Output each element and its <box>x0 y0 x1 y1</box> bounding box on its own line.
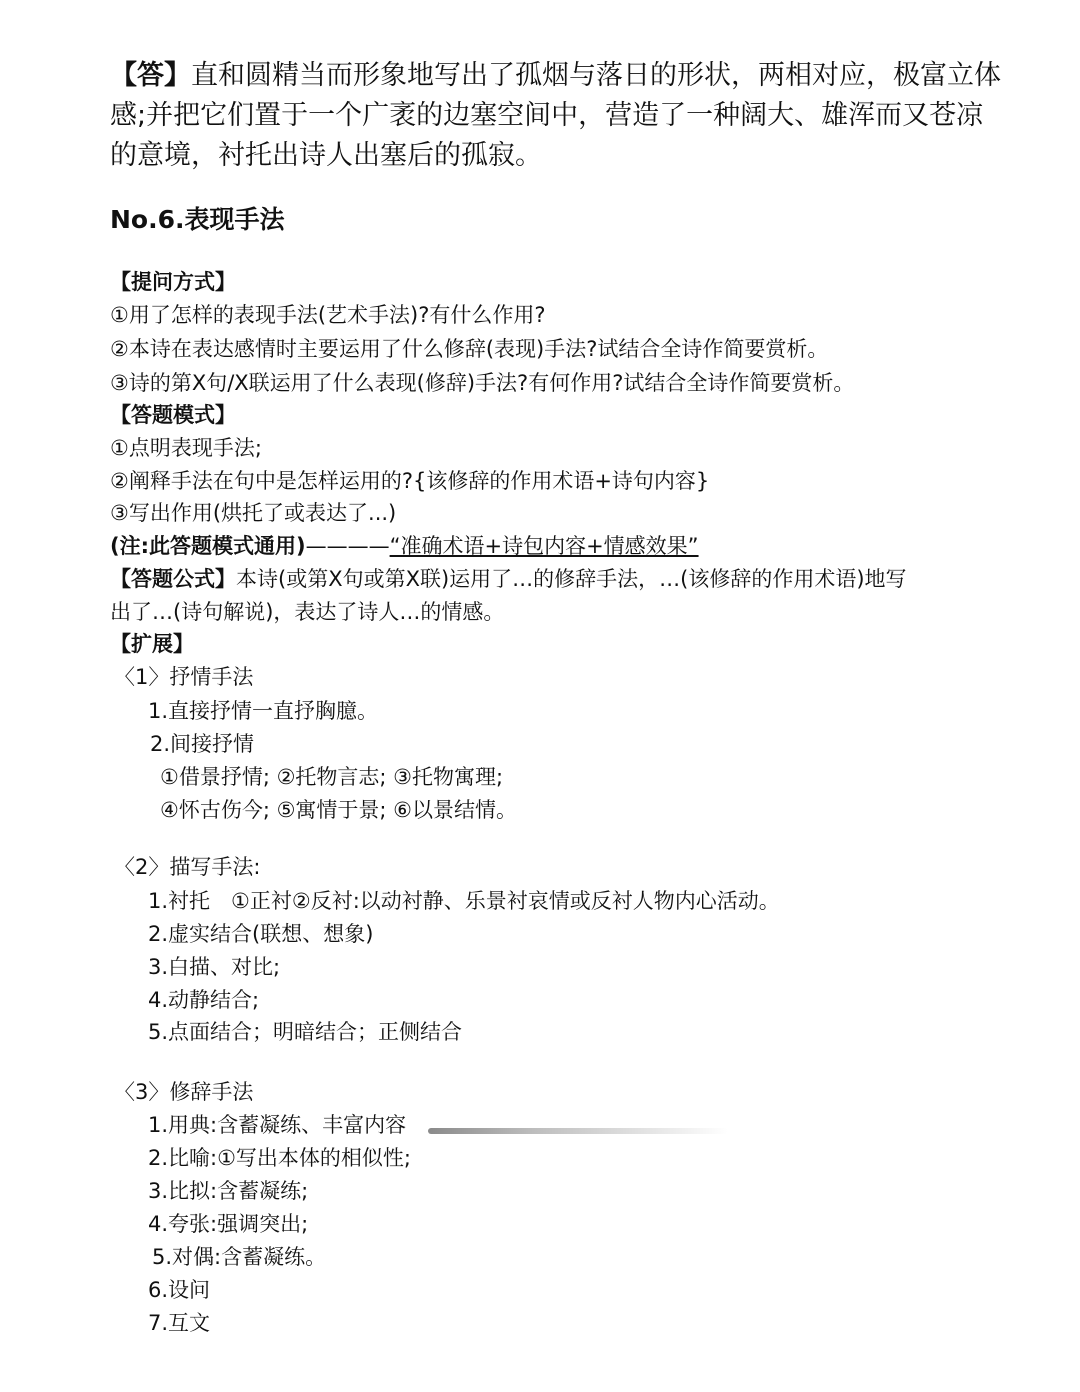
description-item: 5.点面结合；明暗结合；正侧结合 <box>148 1020 463 1044</box>
lyric-item: ④怀古伤今; ⑤寓情于景; ⑥以景结情。 <box>160 798 517 822</box>
answer-text-1: 直和圆精当而形象地写出了孤烟与落日的形状，两相对应，极富立体 <box>191 60 1001 91</box>
questions-heading: 【提问方式】 <box>110 270 236 294</box>
lyric-item: 2.间接抒情 <box>150 732 255 756</box>
mode-note-label: (注:此答题模式通用) <box>110 534 306 558</box>
rhetoric-item: 4.夸张:强调突出; <box>148 1212 309 1236</box>
question-item: ②本诗在表达感情时主要运用了什么修辞(表现)手法?试结合全诗作简要赏析。 <box>110 337 829 361</box>
description-item: 4.动静结合; <box>148 988 260 1012</box>
mode-heading: 【答题模式】 <box>110 403 236 427</box>
lyric-title: 〈1〉抒情手法 <box>114 665 254 689</box>
description-item: 3.白描、对比; <box>148 955 281 979</box>
answer-line-1 <box>110 56 1001 96</box>
description-title: 〈2〉描写手法: <box>114 855 261 879</box>
answer-line-3: 的意境，衬托出诗人出塞后的孤寂。 <box>110 140 542 171</box>
question-item: ①用了怎样的表现手法(艺术手法)?有什么作用? <box>110 303 546 327</box>
mode-note <box>110 531 699 561</box>
formula-line-1 <box>110 564 907 594</box>
lyric-item: ①借景抒情; ②托物言志; ③托物寓理; <box>160 765 504 789</box>
mode-note-formula: “准确术语+诗包内容+情感效果” <box>389 534 699 558</box>
answer-tag: 【答】 <box>110 60 191 91</box>
lyric-item: 1.直接抒情一直抒胸臆。 <box>148 699 379 723</box>
rhetoric-item: 6.设问 <box>148 1278 211 1302</box>
mode-note-dash: ———— <box>305 534 390 558</box>
description-item: 2.虚实结合(联想、想象) <box>148 922 374 946</box>
mode-item: ①点明表现手法; <box>110 436 262 460</box>
formula-text-1: 本诗(或第X句或第X联)运用了…的修辞手法，…(该修辞的作用术语)地写 <box>236 567 907 591</box>
extension-heading: 【扩展】 <box>110 632 194 656</box>
mode-item: ③写出作用(烘托了或表达了...) <box>110 501 397 525</box>
description-item: 1.衬托 ①正衬②反衬:以动衬静、乐景衬哀情或反衬人物内心活动。 <box>148 889 780 913</box>
formula-line-2: 出了…(诗句解说)，表达了诗人…的情感。 <box>110 600 505 624</box>
rhetoric-item: 1.用典:含蓄凝练、丰富内容 <box>148 1113 407 1137</box>
answer-line-2: 感;并把它们置于一个广袤的边塞空间中，营造了一种阔大、雄浑而又苍凉 <box>110 100 984 131</box>
mode-item: ②阐释手法在句中是怎样运用的?{该修辞的作用术语+诗句内容} <box>110 469 710 493</box>
rhetoric-item: 7.互文 <box>148 1311 211 1335</box>
section-title: No.6.表现手法 <box>110 205 285 234</box>
scan-smudge <box>428 1128 728 1134</box>
question-item: ③诗的第X句/X联运用了什么表现(修辞)手法?有何作用?试结合全诗作简要赏析。 <box>110 371 855 395</box>
rhetoric-title: 〈3〉修辞手法 <box>114 1080 254 1104</box>
formula-heading: 【答题公式】 <box>110 567 236 591</box>
rhetoric-item: 2.比喻:①写出本体的相似性; <box>148 1146 412 1170</box>
rhetoric-item: 5.对偶:含蓄凝练。 <box>152 1245 327 1269</box>
rhetoric-item: 3.比拟:含蓄凝练; <box>148 1179 309 1203</box>
